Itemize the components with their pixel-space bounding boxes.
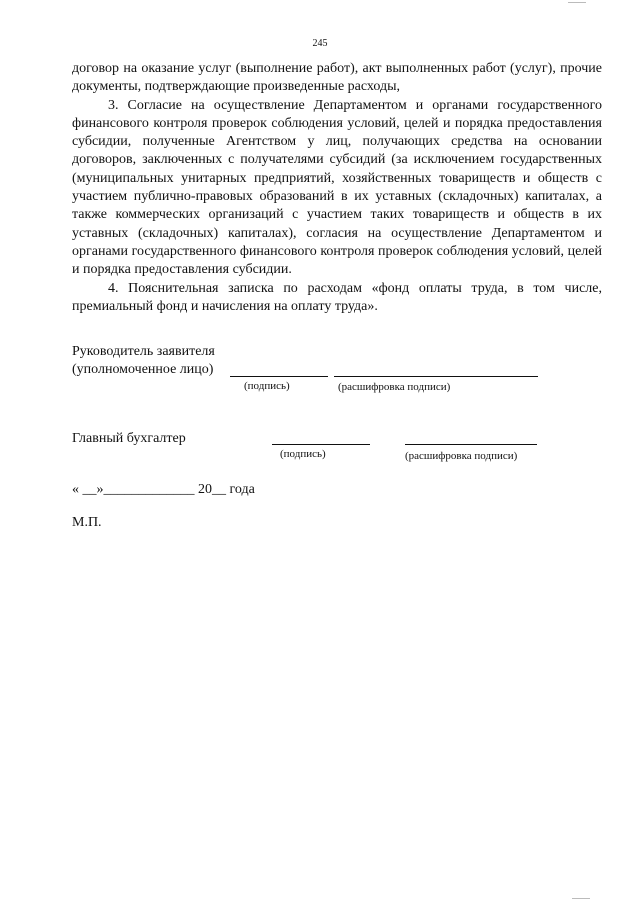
accountant-signature-line[interactable] xyxy=(272,444,370,445)
head-label-line1: Руководитель заявителя xyxy=(72,344,215,359)
scan-artifact-bottom xyxy=(572,898,590,899)
accountant-decoding-line[interactable] xyxy=(405,444,537,445)
head-signature-label xyxy=(72,343,215,379)
accountant-decoding-caption: (расшифровка подписи) xyxy=(405,450,518,462)
head-decoding-line[interactable] xyxy=(334,376,538,377)
paragraph-consent: 3. Согласие на осуществление Департаментом и органами государственного финансового контроля проверок соблюдения условий, целей и порядка предоставления субсидии, полученные Агентством у лиц, получающих средства на основании договоров, заключенных с получателями субсидий (за исключением государственных (муниципальных унитарных предприятий, хозяйственных товариществ и обществ с участием публично-правовых образований в их уставных (складочных) капиталах, а также коммерческих организаций с участием таких товариществ и обществ в их уставных (складочных) капиталах), согласия на осуществление Департаментом и органами государственного финансового контроля проверок соблюдения условий, целей и порядка предоставления субсидии. xyxy=(72,97,602,278)
accountant-label: Главный бухгалтер xyxy=(72,431,186,446)
scan-artifact-top xyxy=(568,2,586,3)
head-label-line2: (уполномоченное лицо) xyxy=(72,362,214,377)
head-signature-caption: (подпись) xyxy=(244,380,290,392)
paragraph-documents: договор на оказание услуг (выполнение работ), акт выполненных работ (услуг), прочие документы, подтверждающие произведенные расходы, xyxy=(72,61,602,95)
page-number: 245 xyxy=(312,38,328,49)
head-decoding-caption: (расшифровка подписи) xyxy=(338,381,451,393)
accountant-signature-caption: (подпись) xyxy=(280,448,326,460)
stamp-placeholder: М.П. xyxy=(72,515,102,530)
paragraph-explanatory-note: 4. Пояснительная записка по расходам «фонд оплаты труда, в том числе, премиальный фонд и начисления на оплату труда». xyxy=(72,280,602,314)
head-signature-line[interactable] xyxy=(230,376,328,377)
date-line: « __»_____________ 20__ года xyxy=(72,482,255,497)
document-body xyxy=(72,60,602,316)
